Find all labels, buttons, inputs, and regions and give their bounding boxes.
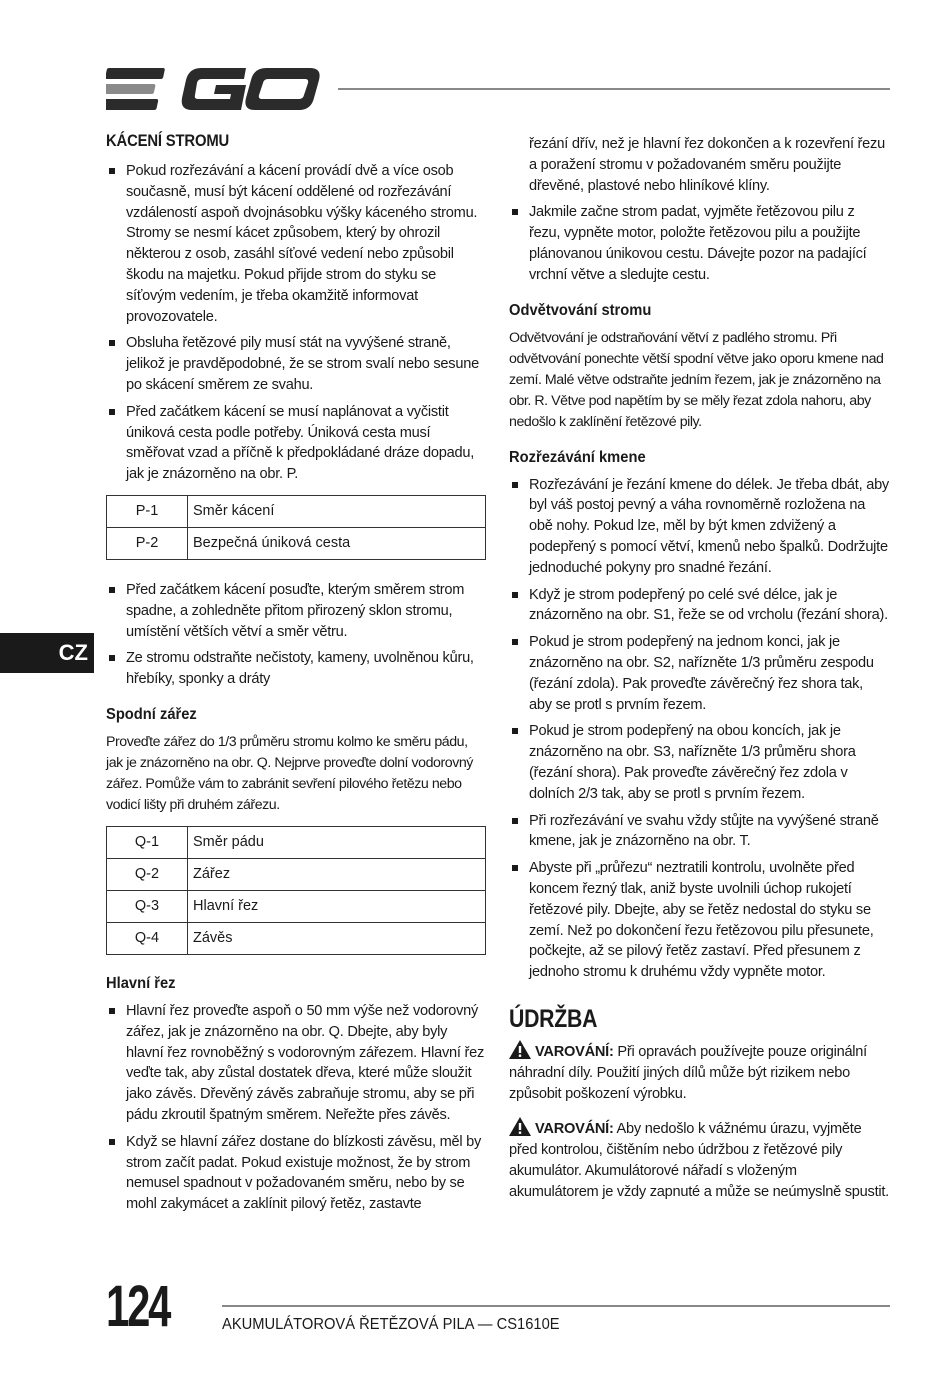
undercut-paragraph: Proveďte zářez do 1/3 průměru stromu kolmo ke směru pádu, jak je znázorněno na obr. Q. Nejprve proveďte dolní vodorovný zářez. Pomůže vám to zabránit sevření pilového řetězu nebo vodicí lišty při druhém zářezu.	[106, 733, 473, 813]
table-row	[107, 858, 486, 890]
list-item: Pokud rozřezávání a kácení provádí dvě a více osob současně, musí být kácení oddělené od rozřezávání vzdáleností aspoň dvojnásobku výšky káceného stromu. Stromy se nesmí kácet způsobem, který by ohrozil některou z osob, zasáhl síťové vedení nebo způsobil škodu na majetku. Pokud přijde strom do styku se síťovým vedením, je třeba okamžitě informovat provozovatele.	[106, 161, 486, 327]
limbing-paragraph: Odvětvování je odstraňování větví z padlého stromu. Při odvětvování ponechte větší spodní větve jako oporu kmene nad zemí. Malé větve odstraňte jedním řezem, jak je znázorněno na obr. R. Větve pod napětím by se měly řezat zdola nahoru, aby nedošlo k zaklínění řetězové pily.	[509, 329, 884, 430]
warning-label: VAROVÁNÍ:	[535, 1120, 614, 1137]
list-item: Když je strom podepřený po celé své délce, jak je znázorněno na obr. S1, řeže se od vrcholu (řezání shora).	[509, 585, 889, 627]
table-row	[107, 890, 486, 922]
list-item: Jakmile začne strom padat, vyjměte řetězovou pilu z řezu, vypněte motor, položte řetězovou pilu a použijte plánovanou únikovou cestu. Dávejte pozor na padající vrchní větve a sledujte cestu.	[509, 202, 889, 285]
legend-code: P-2	[107, 527, 188, 559]
main-cut-list	[106, 1001, 486, 1215]
list-item: Při rozřezávání ve svahu vždy stůjte na vyvýšené straně kmene, jak je znázorněno na obr. T.	[509, 811, 889, 853]
warning-text: Při opravách používejte pouze originální náhradní díly. Použití jiných dílů může být rizikem nebo způsobit poškození výrobku.	[509, 1043, 867, 1102]
legend-code: Q-1	[107, 826, 188, 858]
legend-desc: Závěs	[188, 922, 486, 954]
subhead-undercut: Spodní zářez	[106, 705, 197, 723]
table-row	[107, 922, 486, 954]
list-item: Pokud je strom podepřený na obou koncích, jak je znázorněno na obr. S3, nařízněte 1/3 průměru shora (řezání shora). Pak proveďte závěrečný řez zdola v dolních 2/3 tak, aby se protl s prvním řezem.	[509, 721, 889, 804]
legend-desc: Směr kácení	[188, 495, 486, 527]
language-tab: CZ	[0, 633, 94, 673]
table-row	[107, 527, 486, 559]
section-title-felling: KÁCENÍ STROMU	[106, 132, 230, 150]
right-column	[509, 134, 889, 1215]
felling-list-2	[106, 580, 486, 690]
legend-desc: Zářez	[188, 858, 486, 890]
legend-desc: Hlavní řez	[188, 890, 486, 922]
felling-list	[106, 161, 486, 485]
legend-code: Q-2	[107, 858, 188, 890]
warning-paragraph	[509, 1040, 889, 1105]
legend-code: P-1	[107, 495, 188, 527]
warning-icon	[509, 1040, 531, 1059]
main-cut-list-cont	[509, 134, 889, 286]
warning-paragraph	[509, 1117, 889, 1203]
list-item: Když se hlavní zářez dostane do blízkosti závěsu, měl by strom začít padat. Pokud existuje možnost, že by strom nemusel spadnout v požadovaném směru, nebo by se mohl zakymácet a zaklínit pilový řetěz, zastavte	[106, 1132, 486, 1215]
footer-rule	[222, 1305, 890, 1307]
ego-logo	[106, 64, 321, 114]
legend-desc: Směr pádu	[188, 826, 486, 858]
header-rule	[338, 88, 890, 90]
list-item: Před začátkem kácení se musí naplánovat a vyčistit úniková cesta podle potřeby. Úniková cesta musí směřovat vzad a příčně k předpokládané dráze dopadu, jak je znázorněno na obr. P.	[106, 402, 486, 485]
warning-label: VAROVÁNÍ:	[535, 1043, 614, 1060]
warning-text: Aby nedošlo k vážnému úrazu, vyjměte před kontrolou, čištěním nebo údržbou z řetězové pily akumulátor. Akumulátorové nářadí s vloženým akumulátorem je vždy zapnuté a může se neúmyslně spustit.	[509, 1120, 889, 1200]
legend-desc: Bezpečná úniková cesta	[188, 527, 486, 559]
list-item: Obsluha řetězové pily musí stát na vyvýšené straně, jelikož je pravděpodobné, že se strom svalí nebo sesune po skácení směrem ze svahu.	[106, 333, 486, 395]
subhead-bucking: Rozřezávání kmene	[509, 448, 646, 466]
list-item: Pokud je strom podepřený na jednom konci, jak je znázorněno na obr. S2, nařízněte 1/3 průměru zespodu (řezání zdola). Pak proveďte závěrečný řez shora tak, aby se protl s prvním řezem.	[509, 632, 889, 715]
legend-table-p	[106, 495, 486, 560]
list-item: Rozřezávání je řezání kmene do délek. Je třeba dbát, aby byl váš postoj pevný a váha rovnoměrně rozložena na obě nohy. Pokud lze, měl by být kmen zdvižený a podepřený s pomocí větví, kmenů nebo špalků. Dodržujte jednoduché pokyny pro snadné řezání.	[509, 475, 889, 579]
list-item: Abyste při „průřezu“ neztratili kontrolu, uvolněte před koncem řezný tlak, aniž byste uvolnili úchop rukojetí řetězové pily. Dbejte, aby se řetěz nedostal do styku se zemí. Než po dokončení řezu řetězovou pilu přesunete, počkejte, až se pilový řetěz zastaví. Před přesunem z jednoho stromu k druhému vždy vypněte motor.	[509, 858, 889, 983]
warning-icon	[509, 1117, 531, 1136]
table-row	[107, 495, 486, 527]
subhead-limbing: Odvětvování stromu	[509, 301, 652, 319]
bucking-list	[509, 475, 889, 983]
list-item: Hlavní řez proveďte aspoň o 50 mm výše než vodorovný zářez, jak je znázorněno na obr. Q. Dbejte, aby byly hlavní řez rovnoběžný s vodorovným zářezem. Hlavní řez veďte tak, aby zůstal dostatek dřeva, které může sloužit jako závěs. Dřevěný závěs zabraňuje stromu, aby se při pádu zkroutil špatným směrem. Neřežte přes závěs.	[106, 1001, 486, 1126]
list-item: Před začátkem kácení posuďte, kterým směrem strom spadne, a zohledněte přitom přirozený sklon stromu, umístění větších větví a směr větru.	[106, 580, 486, 642]
legend-code: Q-4	[107, 922, 188, 954]
subhead-main-cut: Hlavní řez	[106, 974, 176, 992]
legend-table-q	[106, 826, 486, 955]
page-number: 124	[106, 1274, 170, 1339]
legend-code: Q-3	[107, 890, 188, 922]
footer-title: AKUMULÁTOROVÁ ŘETĚZOVÁ PILA — CS1610E	[222, 1316, 560, 1333]
section-title-maintenance: ÚDRŽBA	[509, 1004, 598, 1033]
left-column	[106, 132, 486, 1221]
table-row	[107, 826, 486, 858]
list-item: Ze stromu odstraňte nečistoty, kameny, uvolněnou kůru, hřebíky, sponky a dráty	[106, 648, 486, 690]
list-item: řezání dřív, než je hlavní řez dokončen a k rozevření řezu a poražení stromu v požadovaném směru použijte dřevěné, plastové nebo hliníkové klíny.	[529, 136, 885, 194]
